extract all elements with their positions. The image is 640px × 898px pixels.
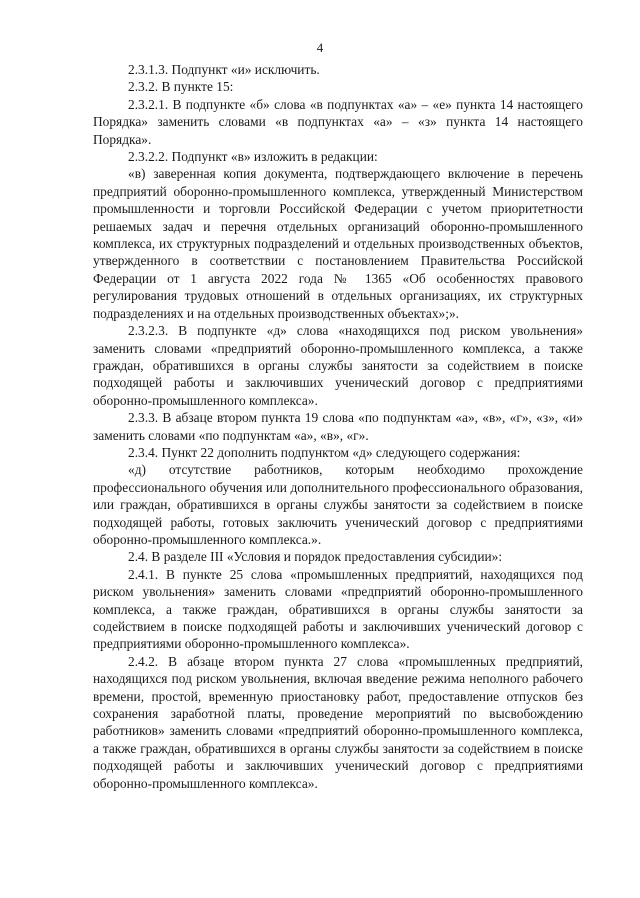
document-body (93, 61, 583, 792)
paragraph-2-3-4: 2.3.4. Пункт 22 дополнить подпунктом «д» следующего содержания: (128, 444, 521, 460)
paragraph-quoted-v: «в) заверенная копия документа, подтверждающего включение в перечень предприятий оборонно-промышленного комплекса, утвержденный Министерством промышленности и торговли Российской Федерации с учетом приоритетности решаемых задач и перечня отдельных организаций оборонно-промышленного комплекса, их структурных подразделений и отдельных производственных объектов, утвержденного в соответствии с постановлением Правительства Российской Федерации от 1 августа 2022 года № 1365 «Об особенностях правового регулирования трудовых отношений в отдельных организациях, их структурных подразделениях и на отдельных производственных объектах»;». (93, 166, 583, 321)
paragraph-2-3-3: 2.3.3. В абзаце втором пункта 19 слова «по подпунктам «а», «в», «г», «з», «и» заменить словами «по подпунктам «а», «в», «г». (93, 410, 583, 443)
paragraph-2-4: 2.4. В разделе III «Условия и порядок предоставления субсидии»: (128, 549, 503, 565)
paragraph-2-3-2-1: 2.3.2.1. В подпункте «б» слова «в подпунктах «а» – «е» пункта 14 настоящего Порядка» заменить словами «в подпунктах «а» – «з» пункта 14 настоящего Порядка». (93, 96, 583, 147)
paragraph-2-3-2-3: 2.3.2.3. В подпункте «д» слова «находящихся под риском увольнения» заменить словами «предприятий оборонно-промышленного комплекса, а также граждан, обратившихся в органы службы занятости за содействием в поиске подходящей работы и заключивших ученический договор с предприятиями оборонно-промышленного комплекса». (93, 323, 583, 408)
paragraph-2-4-2: 2.4.2. В абзаце втором пункта 27 слова «промышленных предприятий, находящихся под риском увольнения, включая введение режима неполного рабочего времени, простой, временную приостановку работ, предоставление отпусков без сохранения заработной платы, проведение мероприятий по высвобождению работников» заменить словами «предприятий оборонно-промышленного комплекса, а также граждан, обратившихся в органы службы занятости за содействием в поиске подходящей работы и заключивших ученический договор с предприятиями оборонно-промышленного комплекса». (93, 653, 583, 791)
paragraph-2-4-1: 2.4.1. В пункте 25 слова «промышленных предприятий, находящихся под риском увольнения» заменить словами «предприятий оборонно-промышленного комплекса, а также граждан, обратившихся в органы службы занятости за содействием в поиске подходящей работы и заключивших ученический договор с предприятиями оборонно-промышленного комплекса». (93, 566, 583, 652)
paragraph-2-3-1-3: 2.3.1.3. Подпункт «и» исключить. (128, 62, 320, 77)
paragraph-quoted-d: «д) отсутствие работников, которым необходимо прохождение профессионального обучения или дополнительного профессионального образования, или граждан, обратившихся в органы службы занятости за содействием в поиске подходящей работы, готовых заключить ученический договор с предприятиями оборонно-промышленного комплекса.». (93, 462, 583, 547)
paragraph-2-3-2: 2.3.2. В пункте 15: (128, 79, 234, 95)
page-number: 4 (316, 40, 324, 55)
paragraph-2-3-2-2: 2.3.2.2. Подпункт «в» изложить в редакции: (128, 149, 378, 165)
